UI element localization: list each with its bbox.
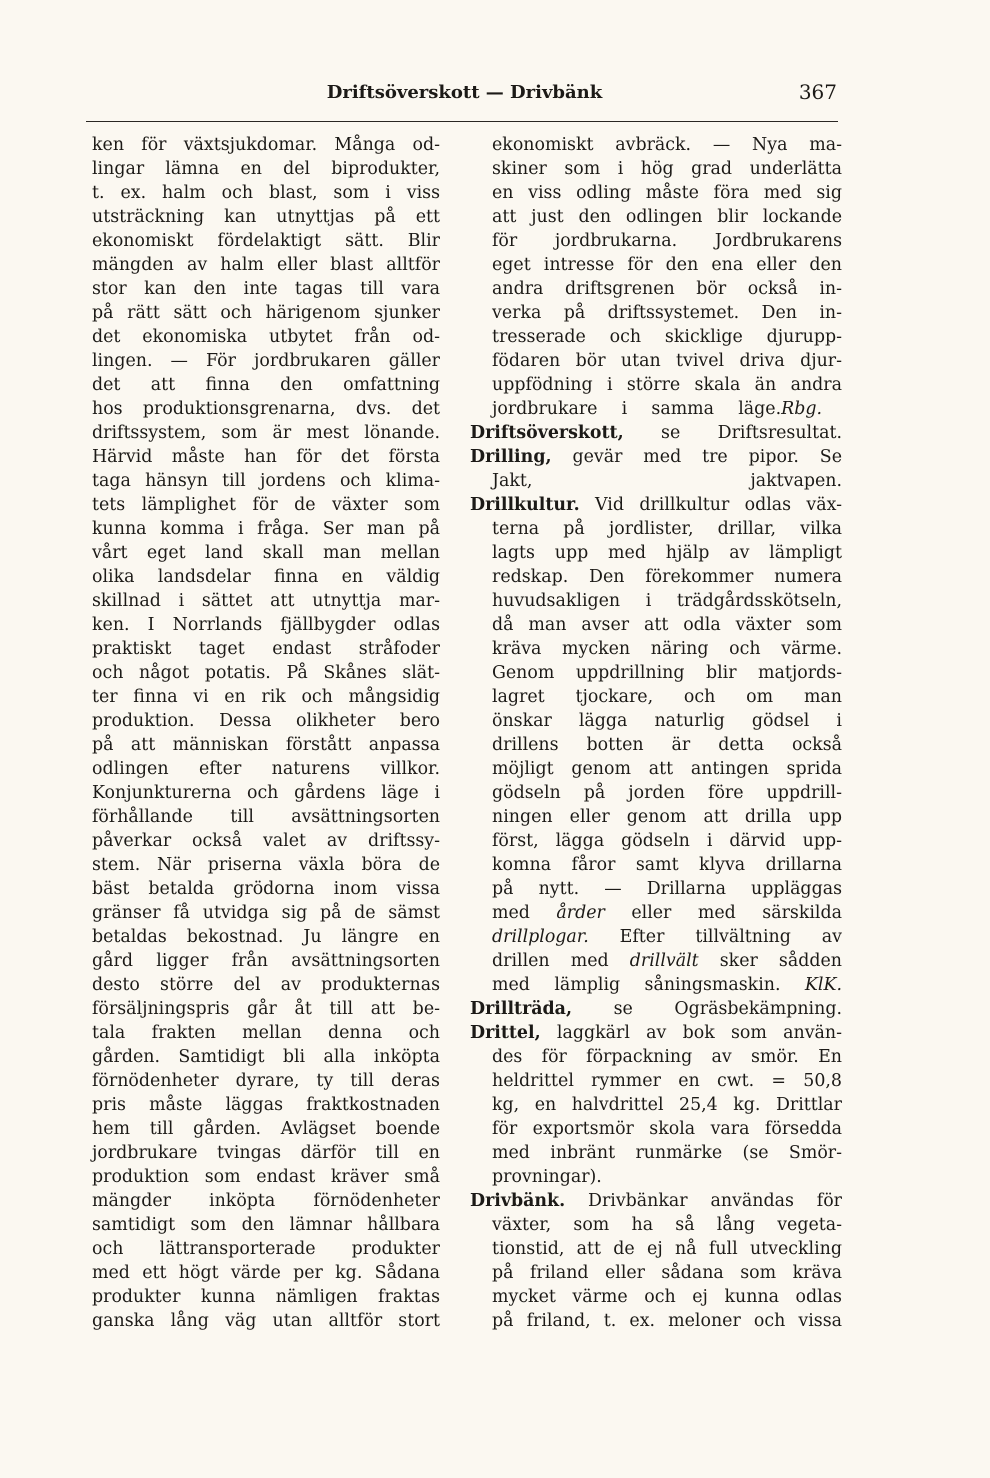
text-line: och lättransporterade produkter	[92, 1239, 440, 1259]
text-line: ekonomiskt avbräck. — Nya ma-	[492, 135, 842, 155]
text-line: påverkar också valet av driftssy-	[92, 831, 440, 851]
drilling-lines	[470, 469, 842, 493]
text-line: på att människan förstått anpassa	[92, 735, 440, 755]
text-line: olika landsdelar finna en väldig	[92, 567, 440, 587]
text-line: utsträckning kan utnyttjas på ett	[92, 207, 440, 227]
headword-driftsoverskott: Driftsöverskott,	[470, 423, 624, 443]
text-line: tresserade och skicklige djurupp-	[492, 327, 842, 347]
entry-first-line: laggkärl av bok som använ-	[540, 1023, 842, 1043]
text-line: på rätt sätt och härigenom sjunker	[92, 303, 440, 323]
running-title: Driftsöverskott — Drivbänk	[326, 82, 603, 103]
text-line: att just den odlingen blir lockande	[492, 207, 842, 227]
text-line: en viss odling måste föra med sig	[492, 183, 842, 203]
entry-first-line: Vid drillkultur odlas väx-	[579, 495, 842, 515]
text-line: ken. I Norrlands fjällbygder odlas	[92, 615, 440, 635]
entry-drivbank	[470, 1189, 842, 1333]
text-line: tionstid, att de ej nå full utveckling	[492, 1239, 842, 1259]
entry-text: se Ogräsbekämpning.	[572, 999, 842, 1019]
text-line: produktion. Dessa olikheter bero	[92, 711, 440, 731]
text-line: praktiskt taget endast stråfoder	[92, 639, 440, 659]
running-header	[92, 80, 837, 110]
drillkultur-lines	[492, 517, 842, 901]
headword-drilltrada: Drillträda,	[470, 999, 573, 1019]
text-line: växter, som ha så lång vegeta-	[492, 1215, 842, 1235]
text-line: önskar lägga naturlig gödsel i	[492, 711, 842, 731]
text-line: Jakt, jaktvapen.	[492, 471, 842, 491]
drivbank-lines	[470, 1213, 842, 1333]
text-line: lingar lämna en del biprodukter,	[92, 159, 440, 179]
text-line: Genom uppdrillning blir matjords-	[492, 663, 842, 683]
text-line: ken för växtsjukdomar. Många od-	[92, 135, 440, 155]
entry-drilling	[470, 445, 842, 493]
text-line: det att finna den omfattning	[92, 375, 440, 395]
entry-first-line: Drivbänkar användas för	[565, 1191, 842, 1211]
text-line: kunna komma i fråga. Ser man på	[92, 519, 440, 539]
text-line: kräva mycken näring och värme.	[492, 639, 842, 659]
text-line: ningen eller genom att drilla upp	[492, 807, 842, 827]
text-line: försäljningspris går åt till att be-	[92, 999, 440, 1019]
text-line: produktion som endast kräver små	[92, 1167, 440, 1187]
text-line: med inbränt runmärke (se Smör-	[492, 1143, 842, 1163]
text-line: verka på driftssystemet. Den in-	[492, 303, 842, 323]
text-line: på nytt. — Drillarna uppläggas	[492, 879, 842, 899]
text-line: med årder eller med särskilda	[492, 903, 842, 923]
right-column	[470, 133, 842, 1333]
text-line: mängder inköpta förnödenheter	[92, 1191, 440, 1211]
text-line: produkter kunna nämligen fraktas	[92, 1287, 440, 1307]
signature-klk: KlK.	[804, 975, 842, 995]
text-line: gården. Samtidigt bli alla inköpta	[92, 1047, 440, 1067]
text-line: taga hänsyn till jordens och klima-	[92, 471, 440, 491]
text-line: t. ex. halm och blast, som i viss	[92, 183, 440, 203]
text-line: gränser få utvidga sig på de sämst	[92, 903, 440, 923]
text-line: på friland eller sådana som kräva	[492, 1263, 842, 1283]
text-line: då man avser att odla växter som	[492, 615, 842, 635]
continuation-lines	[492, 133, 842, 397]
text-line: skiner som i hög grad underlätta	[492, 159, 842, 179]
drillkultur-body	[470, 517, 842, 997]
text-line: gård ligger från avsättningsorten	[92, 951, 440, 971]
text-line: först, lägga gödseln i därvid upp-	[492, 831, 842, 851]
continuation-last-text: jordbrukare i samma läge.	[492, 399, 782, 419]
text-line: med ett högt värde per kg. Sådana	[92, 1263, 440, 1283]
text-line: huvudsakligen i trädgårdsskötseln,	[492, 591, 842, 611]
text-line: hos produktionsgrenarna, dvs. det	[92, 399, 440, 419]
text-line: förhållande till avsättningsorten	[92, 807, 440, 827]
left-column	[92, 133, 440, 1333]
text-line: lagret tjockare, och om man	[492, 687, 842, 707]
text-line: mängden av halm eller blast alltför	[92, 255, 440, 275]
text-line: komna fåror samt klyva drillarna	[492, 855, 842, 875]
text-line: det ekonomiska utbytet från od-	[92, 327, 440, 347]
text-line: möjligt genom att antingen sprida	[492, 759, 842, 779]
signature-rbg: Rbg.	[781, 399, 822, 419]
entry-first-line: gevär med tre pipor. Se	[551, 447, 842, 467]
text-line: driftssystem, som är mest lönande.	[92, 423, 440, 443]
entry-continuation	[470, 133, 842, 421]
entry-driftsoverskott	[470, 421, 842, 445]
text-line: jordbrukare tvingas därför till en	[92, 1143, 440, 1163]
text-line: tets lämplighet för de växter som	[92, 495, 440, 515]
text-line: drillen med drillvält sker sådden	[492, 951, 842, 971]
text-line: gödseln på jorden före uppdrill-	[492, 783, 842, 803]
text-line: odlingen efter naturens villkor.	[92, 759, 440, 779]
text-line: des för förpackning av smör. En	[492, 1047, 842, 1067]
continuation-last-line	[492, 397, 842, 421]
text-line: på friland, t. ex. meloner och vissa	[492, 1311, 842, 1331]
text-line: med lämplig såningsmaskin. KlK.	[492, 975, 842, 995]
entry-drittel	[470, 1021, 842, 1189]
text-line: tala frakten mellan denna och	[92, 1023, 440, 1043]
headword-drillkultur: Drillkultur.	[470, 495, 580, 515]
entry-drilltrada	[470, 997, 842, 1021]
text-line: stem. När priserna växla böra de	[92, 855, 440, 875]
text-line: födaren bör utan tvivel driva djur-	[492, 351, 842, 371]
text-line: hem till gården. Avlägset boende	[92, 1119, 440, 1139]
headword-drilling: Drilling,	[470, 447, 552, 467]
page-number: 367	[798, 80, 837, 104]
text-line: lingen. — För jordbrukaren gäller	[92, 351, 440, 371]
headword-drivbank: Drivbänk.	[470, 1191, 566, 1211]
text-line: kg, en halvdrittel 25,4 kg. Drittlar	[492, 1095, 842, 1115]
text-line: ter finna vi en rik och mångsidig	[92, 687, 440, 707]
headword-drittel: Drittel,	[470, 1023, 541, 1043]
text-line: provningar).	[492, 1167, 602, 1187]
text-line: förnödenheter dyrare, ty till deras	[92, 1071, 440, 1091]
text-line: betaldas bekostnad. Ju längre en	[92, 927, 440, 947]
text-line: Konjunkturerna och gårdens läge i	[92, 783, 440, 803]
header-rule	[86, 121, 838, 122]
text-line: vårt eget land skall man mellan	[92, 543, 440, 563]
drittel-lines	[470, 1045, 842, 1189]
text-line: samtidigt som den lämnar hållbara	[92, 1215, 440, 1235]
text-line: för exportsmör skola vara försedda	[492, 1119, 842, 1139]
entry-drillkultur	[470, 493, 842, 997]
text-line: drillplogar. Efter tillvältning av	[492, 927, 842, 947]
text-line: för jordbrukarna. Jordbrukarens	[492, 231, 842, 251]
text-line: Härvid måste han för det första	[92, 447, 440, 467]
text-line: drillens botten är detta också	[492, 735, 842, 755]
text-line: ekonomiskt fördelaktigt sätt. Blir	[92, 231, 440, 251]
text-line: desto större del av produkternas	[92, 975, 440, 995]
text-line: bäst betalda grödorna inom vissa	[92, 879, 440, 899]
text-line: ganska lång väg utan alltför stort	[92, 1311, 440, 1331]
text-line: redskap. Den förekommer numera	[492, 567, 842, 587]
text-line: pris måste läggas fraktkostnaden	[92, 1095, 440, 1115]
text-line: eget intresse för den ena eller den	[492, 255, 842, 275]
text-line: andra driftsgrenen bör också in-	[492, 279, 842, 299]
text-line: uppfödning i större skala än andra	[492, 375, 842, 395]
text-line: mycket värme och ej kunna odlas	[492, 1287, 842, 1307]
text-line: skillnad i sättet att utnyttja mar-	[92, 591, 440, 611]
text-line: och något potatis. På Skånes slät-	[92, 663, 440, 683]
entry-text: se Driftsresultat.	[623, 423, 842, 443]
text-line: terna på jordlister, drillar, vilka	[492, 519, 842, 539]
text-line: lagts upp med hjälp av lämpligt	[492, 543, 842, 563]
text-line: stor kan den inte tagas till vara	[92, 279, 440, 299]
text-line: heldrittel rymmer en cwt. = 50,8	[492, 1071, 842, 1091]
